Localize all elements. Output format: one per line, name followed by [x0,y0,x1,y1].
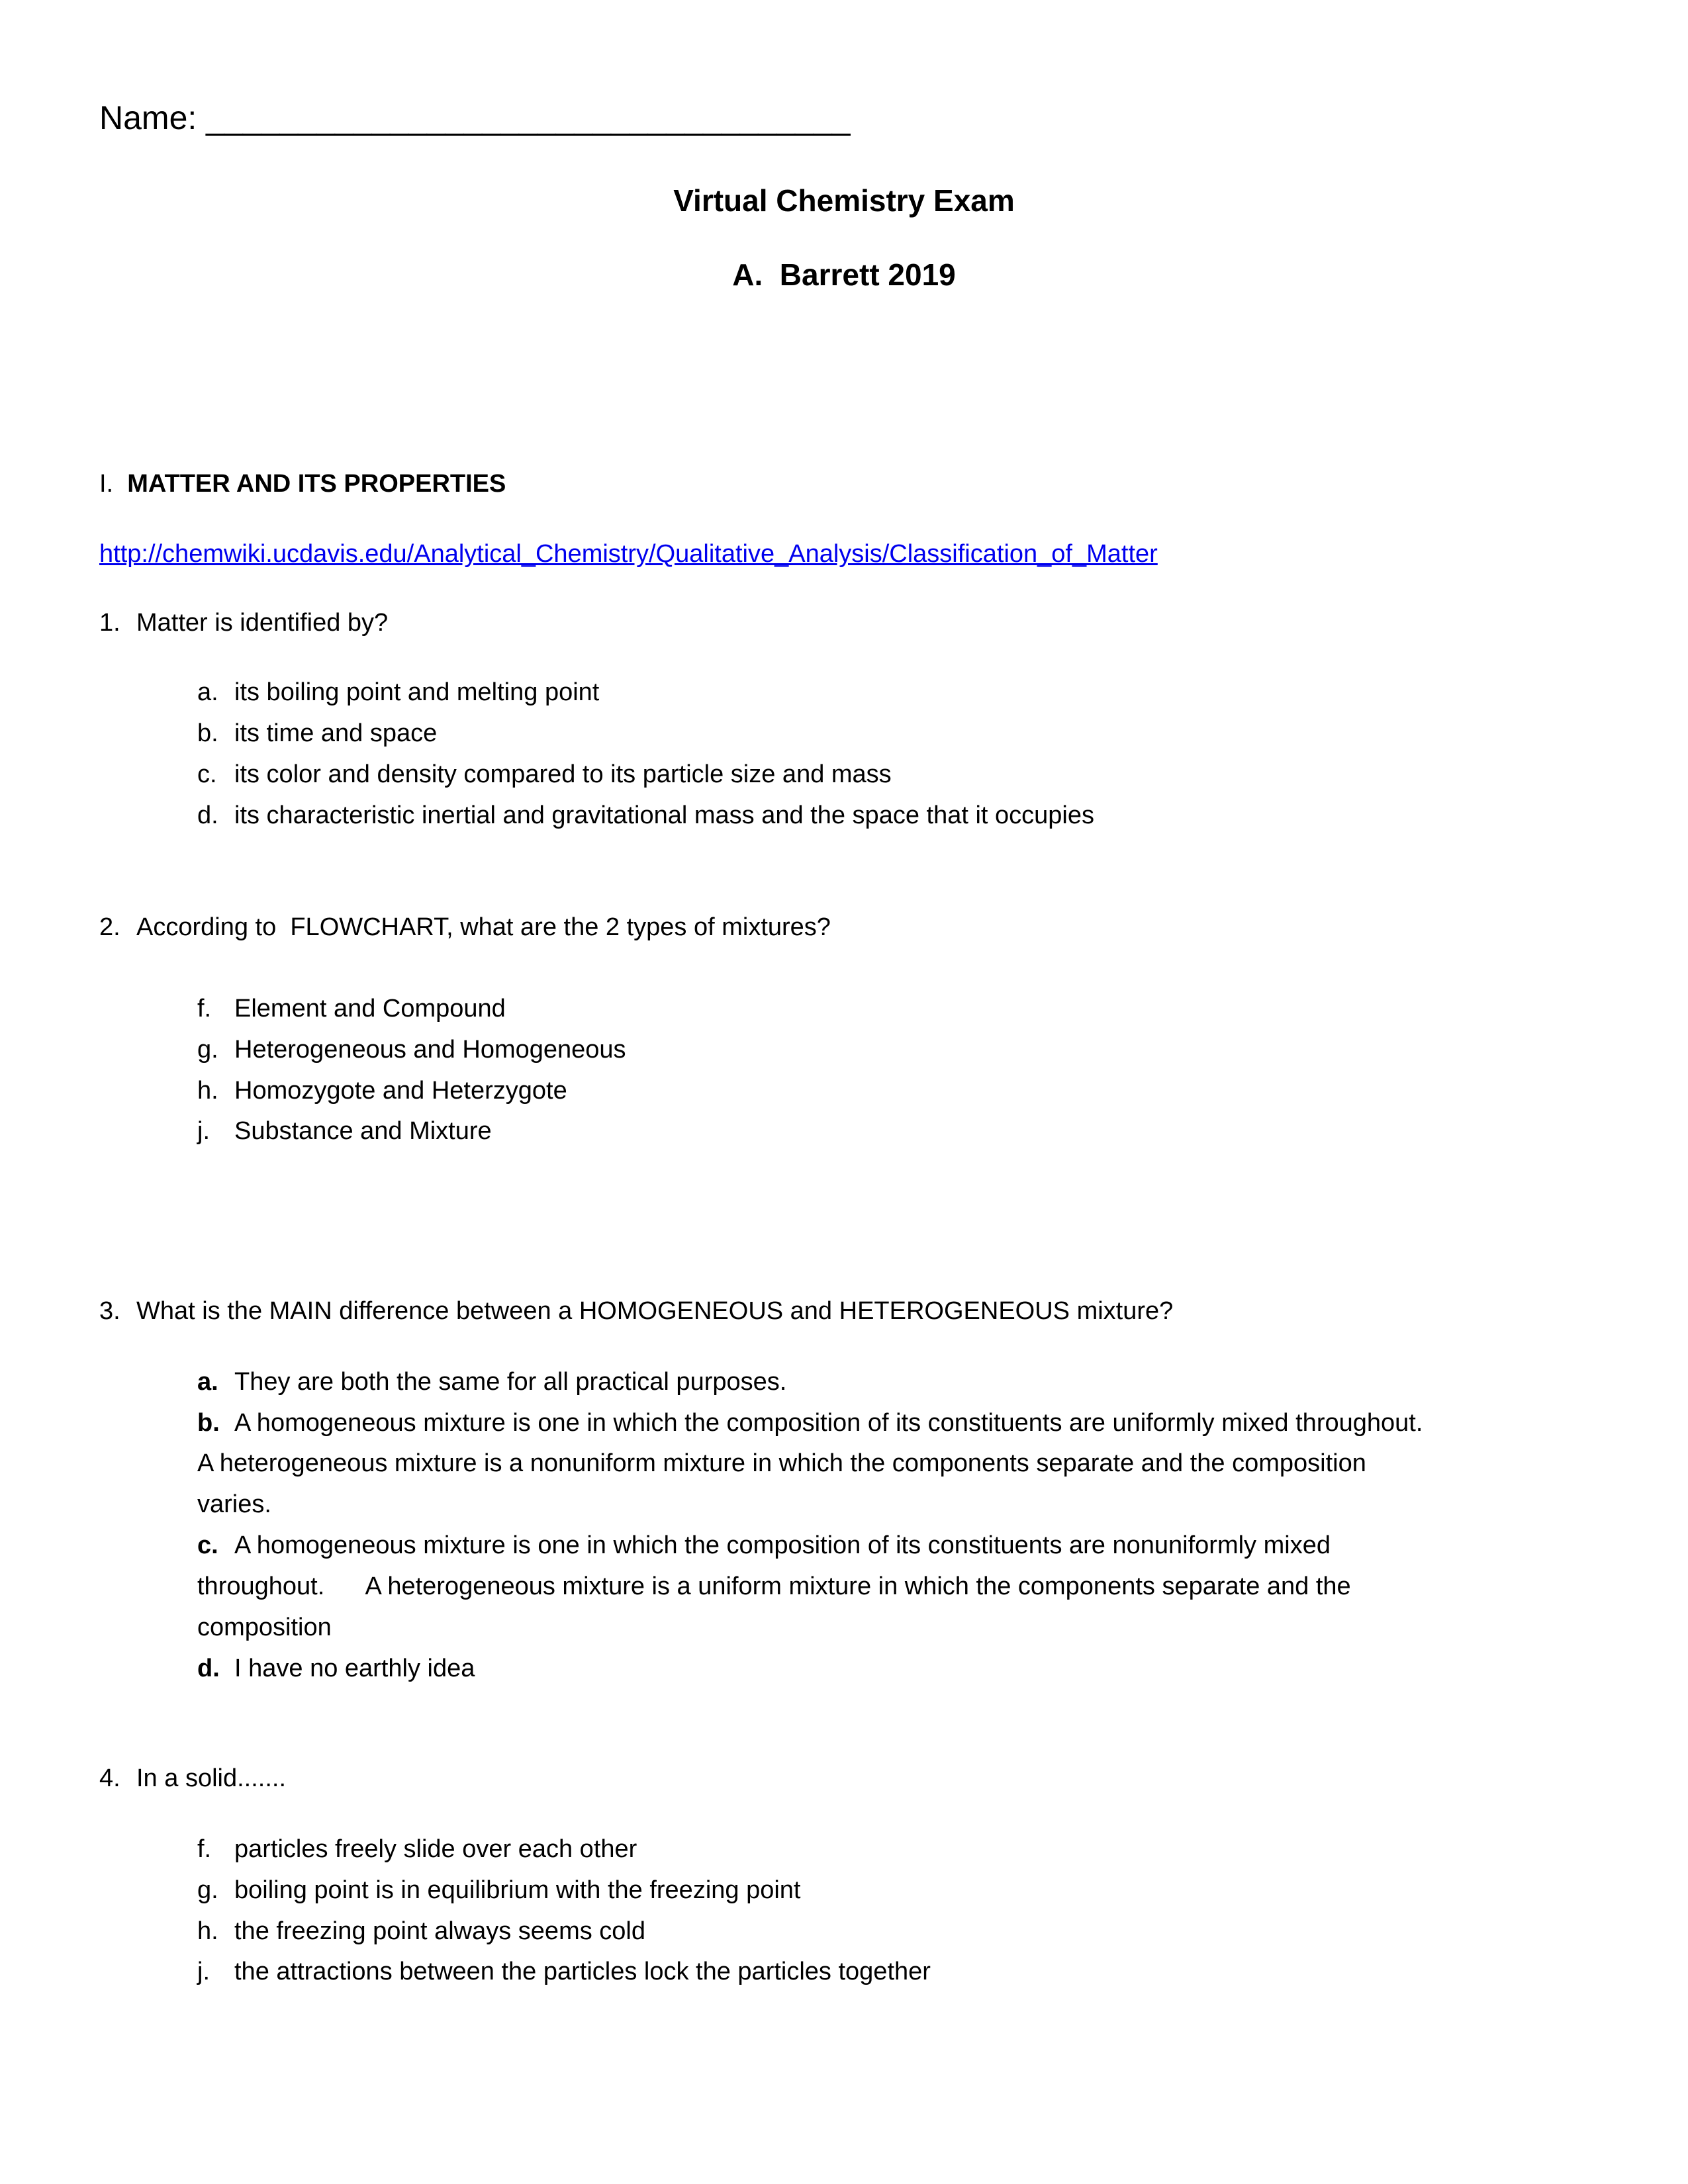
name-field[interactable] [99,99,851,136]
answer-option[interactable] [197,1367,786,1397]
answer-option[interactable] [197,1956,931,1987]
answer-option[interactable] [197,1653,475,1684]
option-label: h. [197,1077,218,1105]
option-text: its boiling point and melting point [234,678,600,706]
option-text: the attractions between the particles lock the particles together [234,1958,931,1985]
answer-option[interactable] [197,677,599,707]
answer-option[interactable] [197,1408,1423,1438]
option-label: c. [197,760,217,788]
answer-option[interactable] [197,800,1094,831]
exam-title: Virtual Chemistry Exam [673,183,1015,218]
question-text: According to FLOWCHART, what are the 2 types of mixtures? [136,913,831,941]
option-label: j. [197,1958,210,1985]
option-label: f. [197,995,212,1023]
answer-option[interactable] [197,718,437,749]
section-number: I. [99,470,128,498]
answer-option-continuation[interactable] [197,1489,271,1520]
option-text: A homogeneous mixture is one in which the composition of its constituents are uniformly mixed throughout. [234,1409,1423,1437]
answer-option[interactable] [197,1530,1331,1561]
option-text: its time and space [234,719,438,747]
option-text: A homogeneous mixture is one in which the composition of its constituents are nonuniformly mixed [234,1531,1331,1559]
option-label: g. [197,1876,218,1904]
option-text: boiling point is in equilibrium with the freezing point [234,1876,801,1904]
option-label: a. [197,1368,218,1396]
name-label: Name: [99,99,207,136]
option-text: throughout. A heterogeneous mixture is a uniform mixture in which the components separate and the [197,1572,1351,1600]
option-label: c. [197,1531,218,1559]
option-text: the freezing point always seems cold [234,1917,645,1945]
option-label: d. [197,1655,220,1682]
option-text: Heterogeneous and Homogeneous [234,1036,626,1064]
question-number: 1. [99,609,120,637]
question-text: What is the MAIN difference between a HOMOGENEOUS and HETEROGENEOUS mixture? [136,1297,1174,1325]
answer-option[interactable] [197,1075,567,1106]
option-label: b. [197,1409,220,1437]
question-text: In a solid....... [136,1764,286,1792]
option-text: its characteristic inertial and gravitational mass and the space that it occupies [234,801,1094,829]
name-blank-line[interactable]: ___________________________________ [206,99,851,136]
option-text: particles freely slide over each other [234,1835,637,1863]
option-text: varies. [197,1490,271,1518]
option-text: I have no earthly idea [234,1655,475,1682]
option-label: j. [197,1117,210,1145]
option-text: Element and Compound [234,995,506,1023]
section-heading [99,469,506,499]
answer-option-continuation[interactable] [197,1612,332,1643]
exam-author-year: A. Barrett 2019 [732,257,956,292]
answer-option[interactable] [197,759,892,790]
answer-option[interactable] [197,993,506,1024]
option-text: Homozygote and Heterzygote [234,1077,567,1105]
option-text: composition [197,1614,332,1641]
option-label: d. [197,801,218,829]
option-label: f. [197,1835,212,1863]
question-text: Matter is identified by? [136,609,389,637]
answer-option[interactable] [197,1116,492,1146]
question-number: 2. [99,913,120,941]
answer-option-continuation[interactable] [197,1448,1366,1479]
option-text: its color and density compared to its particle size and mass [234,760,892,788]
answer-option[interactable] [197,1034,626,1065]
question-2 [99,912,831,942]
question-1 [99,608,388,638]
option-label: a. [197,678,218,706]
option-text: A heterogeneous mixture is a nonuniform mixture in which the components separate and the composition [197,1449,1366,1477]
question-4 [99,1763,286,1794]
answer-option[interactable] [197,1916,645,1946]
question-3 [99,1296,1173,1326]
option-text: Substance and Mixture [234,1117,492,1145]
question-number: 4. [99,1764,120,1792]
section-title: MATTER AND ITS PROPERTIES [127,470,506,498]
question-number: 3. [99,1297,120,1325]
answer-option[interactable] [197,1834,637,1864]
answer-option[interactable] [197,1875,800,1905]
answer-option-continuation[interactable] [197,1571,1351,1602]
option-text: They are both the same for all practical purposes. [234,1368,787,1396]
option-label: b. [197,719,218,747]
reference-link[interactable]: http://chemwiki.ucdavis.edu/Analytical_Chemistry/Qualitative_Analysis/Classification_of_Matter [99,540,1158,568]
option-label: h. [197,1917,218,1945]
option-label: g. [197,1036,218,1064]
